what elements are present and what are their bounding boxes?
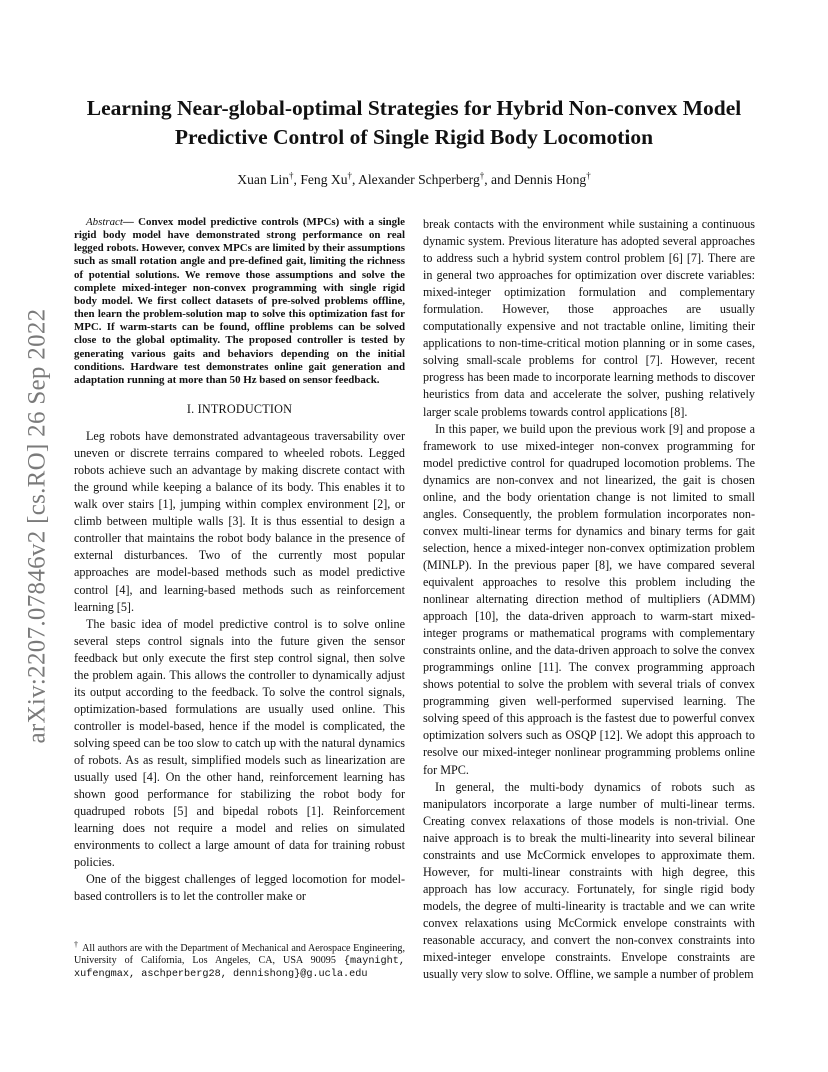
paragraph: In general, the multi-body dynamics of robots such as manipulators incorporate a large number of multi-linear terms. Creating convex relaxations of those models is non-trivial. One naive approach is to break the multi-linearity into several bilinear constraints and use McCormick envelopes to approximate them. However, for multi-linear constraints with high degree, this approach has low accuracy. Fortunately, for single rigid body models, the degree of multi-linearity is tractable and we can write convex relaxations using McCormick envelope constraints with reasonable accuracy, and convert the non-convex constraints into mixed-integer envelope constraints. Envelope constraints are usually very slow to solve. Offline, we sample a number of problem [423,779,755,982]
author-list: Xuan Lin†, Feng Xu†, Alexander Schperberg†, and Dennis Hong† [237,170,591,187]
author: Alexander Schperberg† [358,170,485,187]
right-column [423,216,755,983]
footnote-mark: † [74,939,79,949]
footnote-text: All authors are with the Department of Mechanical and Aerospace Engineering, University of California, Los Angeles, CA, USA 90095 [74,943,405,967]
paragraph: One of the biggest challenges of legged locomotion for model-based controllers is to let the controller make or [74,872,405,904]
footnote [74,939,405,982]
left-column [74,216,405,905]
arxiv-identifier: arXiv:2207.07846v2 [cs.RO] 26 Sep 2022 [23,308,51,744]
paragraph: In this paper, we build upon the previous work [9] and propose a framework to use mixed-integer non-convex programming for model predictive control for quadruped locomotion problems. The dynamics are non-convex and not linearized, the gait is chosen online, and the body orientation change is not limited to small angles. Consequently, the problem formulation incorporates non-convex multi-linear terms for dynamics and binary terms for gait selection, hence a mixed-integer non-convex optimization problem (MINLP). In the previous paper [8], we have compared several equivalent approaches to resolve this problem including the nonlinear alternating direction method of multipliers (ADMM) approach [10], the data-driven approach to warm-start mixed-integer programs or mathematical programs with complementary constraints online, and the data-driven approach to solve the convex programmings online [11]. The convex programming approach shows potential to solve the problem with several trials of convex programming given well-performed supervised learning. The solving speed of this approach is the fastest due to powerful convex optimization solvers such as OSQP [12]. We adopt this approach to resolve our mixed-integer nonlinear programming problems online for MPC. [423,421,755,777]
paper-title: Learning Near-global-optimal Strategies for Hybrid Non-convex Model Predictive Control of Single Rigid Body Locomotion [86,96,742,149]
paragraph: break contacts with the environment while sustaining a continuous dynamic system. Previous literature has adopted several approaches to address such a hybrid system control problem [6] [7]. There are in general two approaches for optimization over discrete variables: mixed-integer optimization formulation and complementary formulation. However, those approaches are usually computationally expensive and not tractable online, limiting their applications to non-time-critical motion planning or in some cases, solving small-scale problems for control [7]. However, recent progress has been made to incorporate learning methods to discover heuristics from data and accelerate the solver, pushing relatively larger scale problems towards control applications [8]. [423,217,755,419]
abstract-label: Abstract [86,216,123,228]
author: Dennis Hong† [514,170,591,187]
author-emails: {maynight, xufengmax, aschperberg28, dennishong}@g.ucla.edu [74,956,405,981]
section-heading-introduction: I. INTRODUCTION [186,402,293,417]
paragraph: The basic idea of model predictive control is to solve online several steps control signals into the future given the sensor feedback but only execute the first step control signal, then solve the problem again. This allows the controller to dynamically adjust its output according to the feedback. To solve the control signals, optimization-based formulations are usually used online. This controller is model-based, hence if the model is complicated, the solving speed can be too slow to catch up with the natural dynamics of robots. As as result, simplified models such as linearization are usually used [4]. On the other hand, reinforcement learning has shown good performance for stabilizing the robot body for quadruped robots [5] and bipedal robots [1]. Reinforcement learning does not require a model and relies on simulated environments to collect a large amount of data for training robust policies. [74,616,405,870]
author: Xuan Lin† [237,170,294,187]
abstract [74,216,405,387]
author: Feng Xu† [300,170,353,187]
abstract-text: — Convex model predictive controls (MPCs) with a single rigid body model have demonstrated strong performance on real legged robots. However, convex MPCs are limited by their assumptions such as small rotation angle and pre-defined gait, limiting the richness of potential solutions. We remove those assumptions and solve the complete mixed-integer non-convex programming with single rigid body model. We first collect datasets of pre-solved problems offline, then learn the problem-solution map to solve this optimization fast for MPC. If warm-starts can be found, offline problems can be solved close to the global optimality. The proposed controller is tested by generating various gaits and behaviors depending on the initial conditions. Hardware test demonstrates online gait generation and adaptation running at more than 50 Hz based on sensor feedback. [74,216,405,386]
paragraph: Leg robots have demonstrated advantageous traversability over uneven or discrete terrains compared to wheeled robots. Legged robots achieve such an advantage by making discrete contact with the ground while keeping a balance of its body. This enables it to walk over stairs [1], jumping within complex environment [2], or climb between multiple walls [3]. It is thus essential to design a controller that maintains the robot body balance in the presence of external disturbances. Two of the currently most popular approaches are model-based methods such as model predictive control [4], and learning-based methods such as reinforcement learning [5]. [74,429,405,614]
arxiv-sidebar [20,286,54,766]
